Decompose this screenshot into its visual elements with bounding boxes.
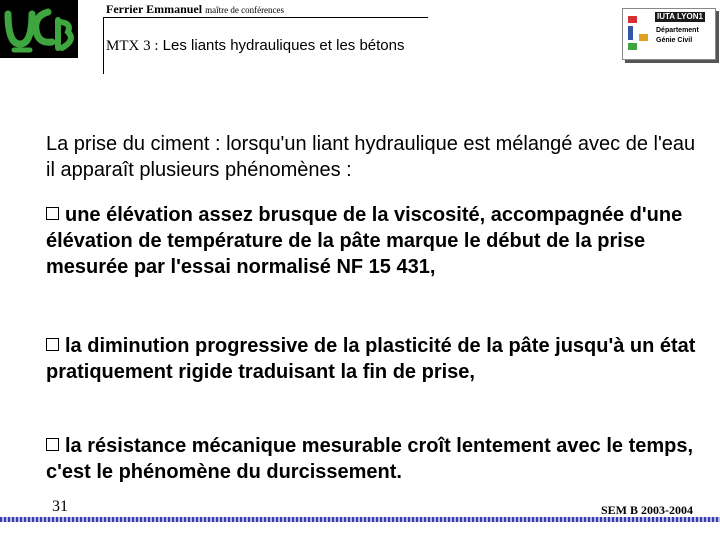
bullet-text-3: la résistance mécanique mesurable croît lentement avec le temps, c'est le phénomène du durcissement. (46, 435, 694, 483)
footer-rule (0, 517, 720, 522)
course-code: MTX 3 : (106, 38, 159, 54)
session-label: SEM B 2003-2004 (601, 503, 694, 517)
iuta-mark-icon (627, 14, 651, 52)
bullet-text-2: la diminution progressive de la plasticité de la pâte jusqu'à un état pratiquement rigide traduisant la fin de prise, (46, 335, 696, 383)
intro-paragraph: La prise du ciment : lorsqu'un liant hydraulique est mélangé avec de l'eau il apparaît plusieurs phénomènes : (46, 133, 696, 181)
logo-line-2: Département (656, 27, 699, 34)
page-number: 31 (52, 498, 68, 515)
checkbox-bullet-icon (46, 338, 59, 351)
ucbl-logo-icon (0, 0, 78, 58)
header-divider (103, 18, 104, 74)
course-title: Les liants hydrauliques et les bétons (162, 37, 405, 54)
course-title-line (106, 36, 405, 56)
author-name: Ferrier Emmanuel (106, 2, 203, 16)
author-line (106, 1, 284, 18)
bullet-item-2 (46, 333, 711, 385)
logo-line-1: IUTA LYON1 (657, 12, 703, 21)
iuta-lyon1-logo-icon (622, 8, 716, 60)
bullet-item-3 (46, 433, 711, 485)
logo-line-3: Génie Civil (656, 37, 693, 44)
checkbox-bullet-icon (46, 438, 59, 451)
checkbox-bullet-icon (46, 207, 59, 220)
bullet-item-1 (46, 202, 711, 280)
bullet-text-1: une élévation assez brusque de la viscosité, accompagnée d'une élévation de température de la pâte marque le début de la prise mesurée par l'essai normalisé NF 15 431, (46, 204, 683, 278)
author-role: maître de conférences (205, 5, 285, 15)
